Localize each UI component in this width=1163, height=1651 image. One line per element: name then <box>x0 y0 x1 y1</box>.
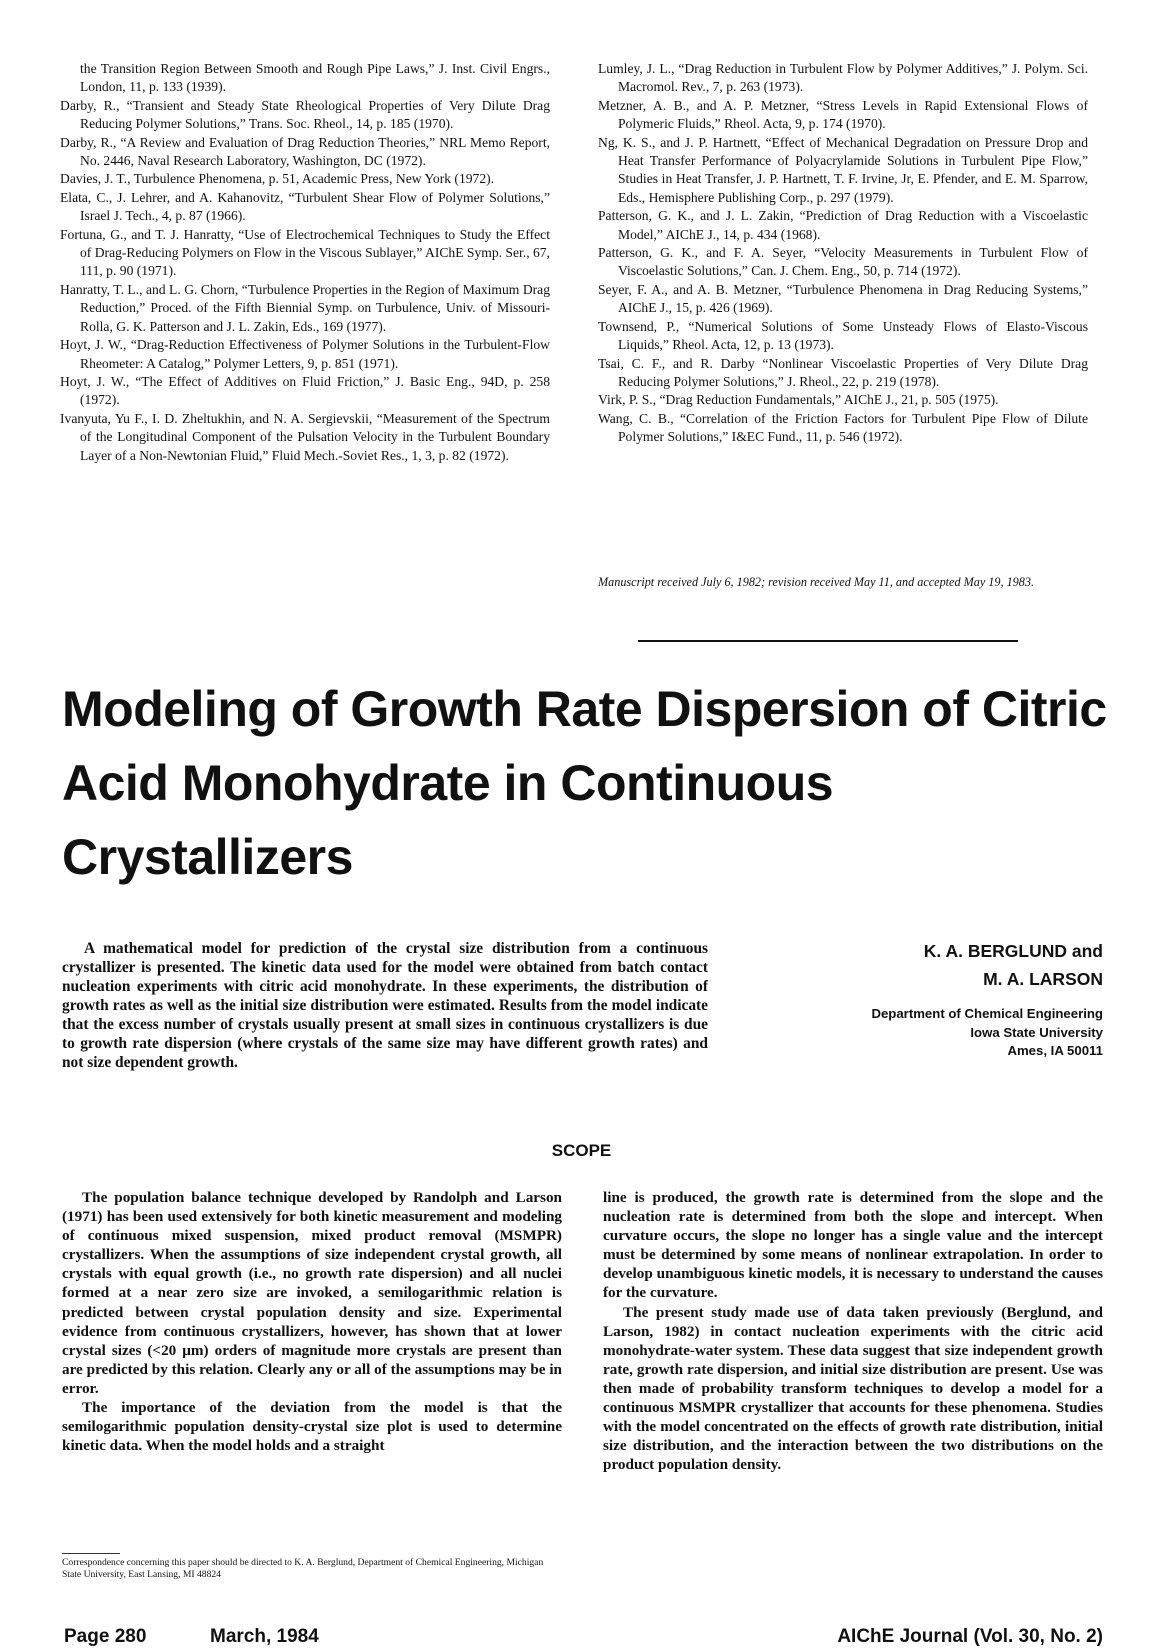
body-paragraph: The population balance technique developed by Randolph and Larson (1971) has been used extensively for both kinetic measurement and modeling of continuous mixed suspension, mixed product removal (MSMPR) crystallizers. When the assumptions of size independent crystal growth, all crystals with equal growth (i.e., no growth rate dispersion) and all nuclei formed at a near zero size are invoked, a semilogarithmic relation is predicted between crystal population density and size. Experimental evidence from continuous crystallizers, however, has shown that at lower crystal sizes (<20 μm) orders of magnitude more crystals are present than are predicted by this relation. Clearly any or all of the assumptions may be in error. <box>62 1189 562 1397</box>
journal-citation: AIChE Journal (Vol. 30, No. 2) <box>837 1626 1103 1647</box>
page-number: Page 280 <box>64 1626 147 1647</box>
scope-right-column <box>603 1188 1103 1474</box>
reference-entry: Hoyt, J. W., “The Effect of Additives on Fluid Friction,” J. Basic Eng., 94D, p. 258 (1972). <box>60 373 550 408</box>
reference-entry: Hanratty, T. L., and L. G. Chorn, “Turbulence Properties in the Region of Maximum Drag Reduction,” Proced. of the Fifth Biennial Symp. on Turbulence, Univ. of Missouri-Rolla, G. K. Patterson and J. L. Zakin, Eds., 169 (1977). <box>60 281 550 334</box>
manuscript-note: Manuscript received July 6, 1982; revision received May 11, and accepted May 19, 1983. <box>598 575 1035 590</box>
reference-entry: Virk, P. S., “Drag Reduction Fundamentals,” AIChE J., 21, p. 505 (1975). <box>598 392 999 408</box>
reference-entry: Davies, J. T., Turbulence Phenomena, p. 51, Academic Press, New York (1972). <box>60 171 495 187</box>
references-right-column <box>598 60 1088 447</box>
reference-entry: Ng, K. S., and J. P. Hartnett, “Effect of Mechanical Degradation on Pressure Drop and Heat Transfer Performance of Polyacrylamide Solutions in Turbulent Pipe Flow,” Studies in Heat Transfer, J. P. Hartnett, T. F. Irvine, Jr, E. Pfender, and E. M. Sparrow, Eds., Hemisphere Publishing Corp., p. 297 (1979). <box>598 134 1088 205</box>
affiliation-line: Iowa State University <box>970 1024 1103 1040</box>
body-paragraph: The importance of the deviation from the model is that the semilogarithmic population density-crystal size plot is used to determine kinetic data. When the model holds and a straight <box>62 1399 562 1455</box>
reference-entry: the Transition Region Between Smooth and Rough Pipe Laws,” J. Inst. Civil Engrs., London, 11, p. 133 (1939). <box>80 61 550 95</box>
author-name: M. A. LARSON <box>983 969 1103 989</box>
affiliation-line: Department of Chemical Engineering <box>871 1006 1103 1021</box>
reference-entry: Tsai, C. F., and R. Darby “Nonlinear Viscoelastic Properties of Very Dilute Drag Reducing Polymer Solutions,” J. Rheol., 22, p. 219 (1978). <box>598 355 1088 389</box>
reference-entry: Wang, C. B., “Correlation of the Friction Factors for Turbulent Pipe Flow of Dilute Polymer Solutions,” I&EC Fund., 11, p. 546 (1972). <box>598 410 1088 445</box>
section-divider <box>638 640 1018 642</box>
reference-entry: Fortuna, G., and T. J. Hanratty, “Use of Electrochemical Techniques to Study the Effect of Drag-Reducing Polymers on Flow in the Viscous Sublayer,” AIChE Symp. Ser., 67, 111, p. 90 (1971). <box>60 226 550 279</box>
author-name: K. A. BERGLUND and <box>923 941 1103 961</box>
reference-entry: Hoyt, J. W., “Drag-Reduction Effectiveness of Polymer Solutions in the Turbulent-Flow Rheometer: A Catalog,” Polymer Letters, 9, p. 851 (1971). <box>60 337 550 371</box>
reference-entry: Darby, R., “A Review and Evaluation of Drag Reduction Theories,” NRL Memo Report, No. 2446, Naval Research Laboratory, Washington, DC (1972). <box>60 134 550 169</box>
abstract: A mathematical model for prediction of the crystal size distribution from a continuous crystallizer is presented. The kinetic data used for the model were obtained from batch contact nucleation experiments with citric acid monohydrate. In these experiments, the distribution of growth rates as well as the initial size distribution were estimated. Results from the model indicate that the excess number of crystals usually present at small sizes in continuous crystallizers is due to growth rate dispersion (where crystals of the same size may have different growth rates) and not size dependent growth. <box>62 940 708 1071</box>
article-title: Modeling of Growth Rate Dispersion of Citric Acid Monohydrate in Continuous Crystallizers <box>62 681 1107 885</box>
author-block <box>763 937 1103 1061</box>
reference-entry: Ivanyuta, Yu F., I. D. Zheltukhin, and N. A. Sergievskii, “Measurement of the Spectrum of the Longitudinal Component of the Pulsation Velocity in the Turbulent Boundary Layer of a Non-Newtonian Fluid,” Fluid Mech.-Soviet Res., 1, 3, p. 82 (1972). <box>60 410 550 463</box>
reference-entry: Darby, R., “Transient and Steady State Rheological Properties of Very Dilute Drag Reducing Polymer Solutions,” Trans. Soc. Rheol., 14, p. 185 (1970). <box>60 97 550 132</box>
reference-entry: Patterson, G. K., and F. A. Seyer, “Velocity Measurements in Turbulent Flow of Viscoelastic Solutions,” Can. J. Chem. Eng., 50, p. 714 (1972). <box>598 245 1088 279</box>
correspondence-footnote: Correspondence concerning this paper should be directed to K. A. Berglund, Department of Chemical Engineering, Michigan State University, East Lansing, MI 48824 <box>62 1557 544 1580</box>
affiliation-line: Ames, IA 50011 <box>1007 1043 1103 1058</box>
reference-entry: Elata, C., J. Lehrer, and A. Kahanovitz, “Turbulent Shear Flow of Polymer Solutions,” Israel J. Tech., 4, p. 87 (1966). <box>60 189 550 224</box>
scope-left-column <box>62 1188 562 1455</box>
reference-entry: Seyer, F. A., and A. B. Metzner, “Turbulence Phenomena in Drag Reducing Systems,” AIChE J., 15, p. 426 (1969). <box>598 281 1088 316</box>
body-paragraph: line is produced, the growth rate is determined from the slope and the nucleation rate is determined from both the slope and intercept. When curvature occurs, the slope no longer has a single value and the intercept must be determined by some means of nonlinear extrapolation. In order to develop unambiguous kinetic models, it is necessary to understand the causes for the curvature. <box>603 1189 1103 1302</box>
reference-entry: Townsend, P., “Numerical Solutions of Some Unsteady Flows of Elasto-Viscous Liquids,” Rheol. Acta, 12, p. 13 (1973). <box>598 318 1088 353</box>
issue-date: March, 1984 <box>210 1626 319 1647</box>
references-left-column <box>60 60 550 465</box>
reference-entry: Metzner, A. B., and A. P. Metzner, “Stress Levels in Rapid Extensional Flows of Polymeric Fluids,” Rheol. Acta, 9, p. 174 (1970). <box>598 97 1088 132</box>
body-paragraph: The present study made use of data taken previously (Berglund, and Larson, 1982) in contact nucleation experiments with the citric acid monohydrate-water system. These data suggest that size independent growth rate, growth rate dispersion, and initial size distribution are present. Use was then made of probability transform techniques to develop a model for a continuous MSMPR crystallizer that accounts for these phenomena. Studies with the model concentrated on the effects of growth rate distribution, initial size distribution, and the interaction between the two distributions on the product population density. <box>603 1303 1103 1474</box>
reference-entry: Lumley, J. L., “Drag Reduction in Turbulent Flow by Polymer Additives,” J. Polym. Sci. Macromol. Rev., 7, p. 263 (1973). <box>598 61 1088 95</box>
footnote-divider <box>62 1553 120 1554</box>
section-heading-scope: SCOPE <box>551 1141 612 1160</box>
reference-entry: Patterson, G. K., and J. L. Zakin, “Prediction of Drag Reduction with a Viscoelastic Model,” AIChE J., 14, p. 434 (1968). <box>598 208 1088 242</box>
